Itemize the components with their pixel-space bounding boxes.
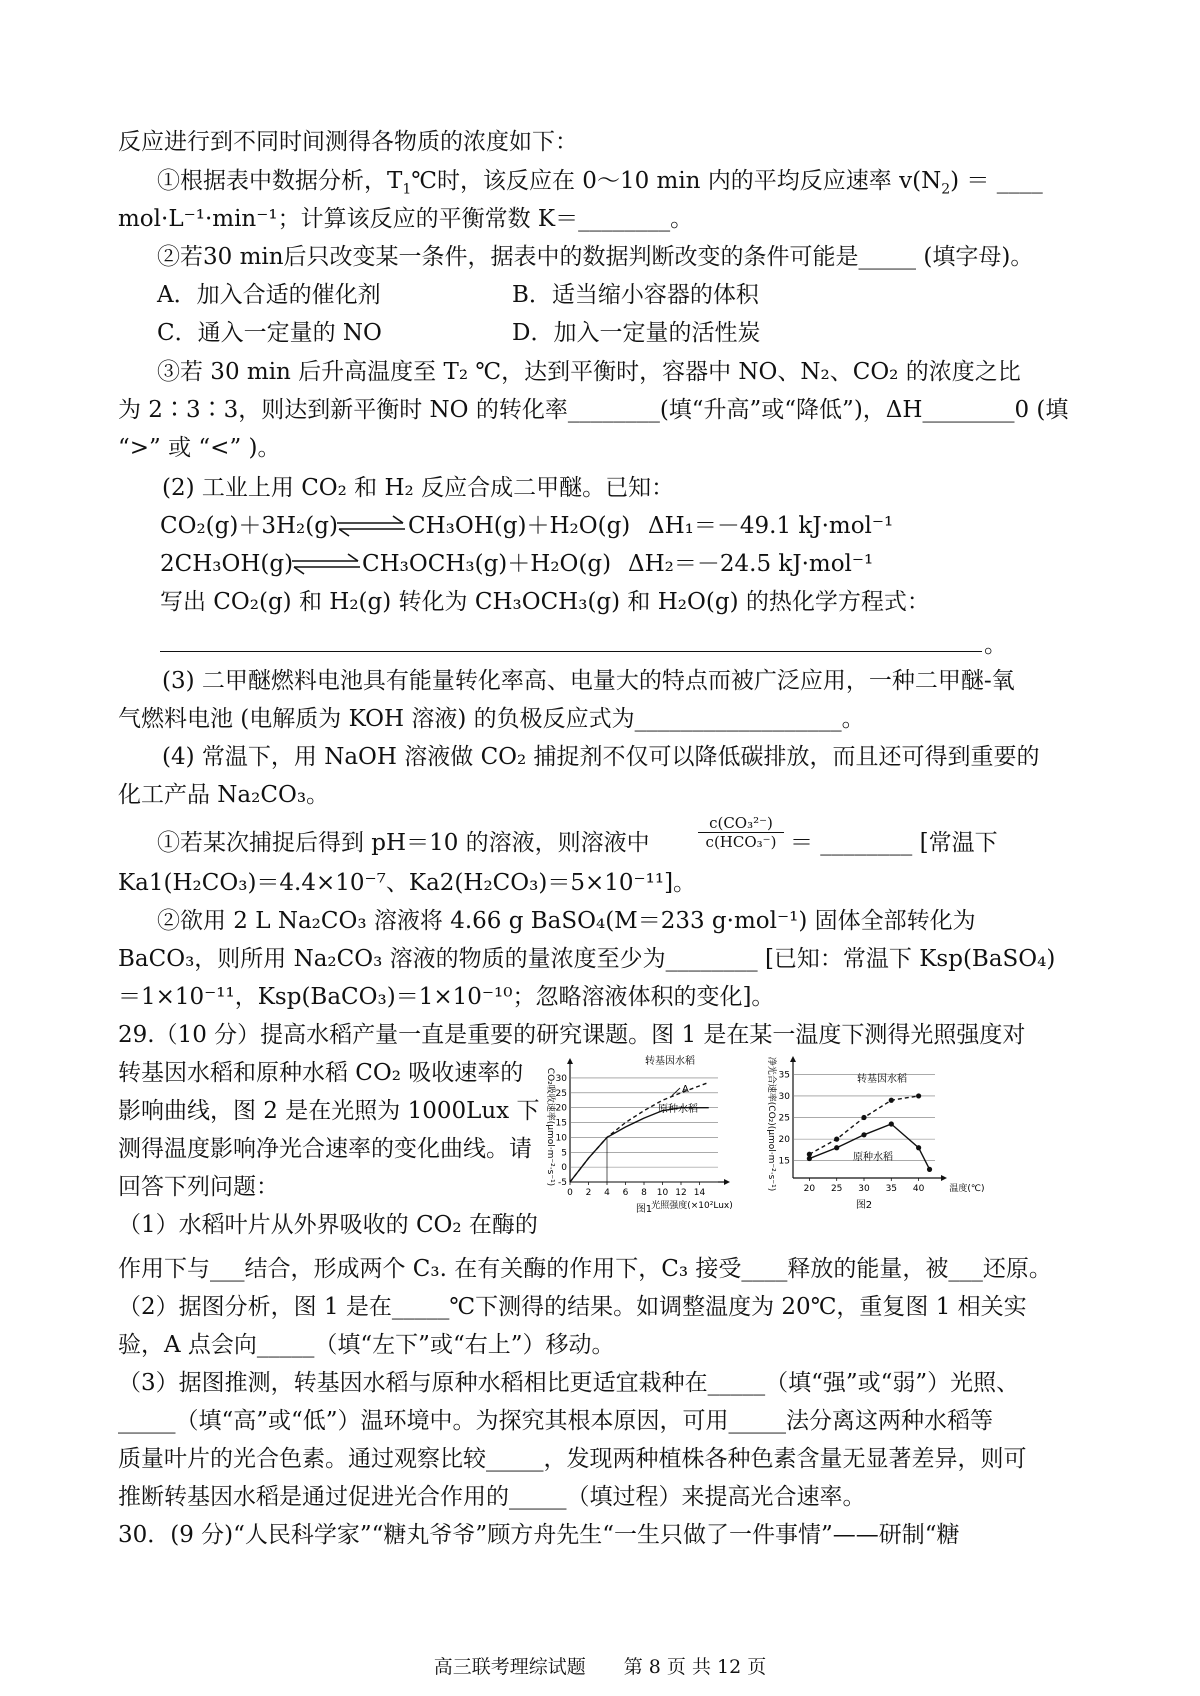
y-tick-label: -5 (558, 1178, 567, 1188)
q1-sub1-line-a: ①根据表中数据分析，$T_1℃$时，该反应在 0～10 min 内的平均反应速率 $v(N_2)$ ＝ ____ (157, 168, 1043, 198)
y-tick-label: 25 (555, 1088, 567, 1099)
y-axis-arrow-icon (567, 1058, 573, 1064)
y-tick-label: 0 (561, 1163, 567, 1174)
fraction-numerator: c(CO₃²⁻) (709, 814, 773, 832)
page-footer: 高三联考理综试题 第 8 页 共 12 页 (433, 1656, 767, 1678)
q1-sub3-b: 为 2∶3∶3，则达到新平衡时 NO 的转化率________(填“升高”或“降低”)，ΔH________0 (填 (118, 397, 1069, 423)
y-tick-label: 20 (778, 1135, 790, 1146)
q1-sub1-b: mol·L⁻¹·min⁻¹；计算该反应的平衡常数 K＝________。 (118, 206, 694, 232)
q29-line: 验，A 点会向_____（填“左下”或“右上”）移动。 (118, 1332, 615, 1358)
q4-line1: (4) 常温下，用 NaOH 溶液做 CO₂ 捕捉剂不仅可以降低碳排放，而且还可得到重要的 (162, 744, 1040, 770)
answer-blank-line (160, 651, 982, 652)
q1-sub2: ②若30 min后只改变某一条件，据表中的数据判断改变的条件可能是_____ (填字母)。 (157, 244, 1034, 270)
q29-line: （3）据图推测，转基因水稻与原种水稻相比更适宜栽种在_____（填“强”或“弱”）光照、 (118, 1370, 1020, 1396)
annotation-label: A (682, 1084, 689, 1095)
q29-line: 影响曲线，图 2 是在光照为 1000Lux 下 (118, 1098, 540, 1124)
x-tick-label: 0 (567, 1188, 573, 1198)
data-point (916, 1093, 921, 1098)
figure-1-chart (530, 1050, 750, 1230)
q29-line: 转基因水稻和原种水稻 CO₂ 吸收速率的 (118, 1060, 524, 1086)
series-label: 转基因水稻 (857, 1074, 907, 1085)
x-tick-label: 30 (858, 1184, 870, 1194)
q2-eq1-left: CO₂(g)＋3H₂(g) (160, 513, 338, 539)
x-tick-label: 40 (912, 1184, 925, 1194)
fraction (698, 814, 784, 851)
annotation-pointer (672, 1088, 680, 1096)
q29-line: 质量叶片的光合色素。通过观察比较_____，发现两种植株各种色素含量无显著差异，则可 (118, 1446, 1027, 1472)
q29-line: 测得温度影响净光合速率的变化曲线。请 (118, 1136, 532, 1162)
q4-sub1-a: ①若某次捕捉后得到 pH＝10 的溶液，则溶液中 (157, 830, 650, 856)
x-axis-label: 光照强度(×10²Lux) (651, 1201, 733, 1211)
q1-sub3-c: “>” 或 “<” )。 (118, 435, 281, 461)
data-point (889, 1121, 894, 1126)
q4-sub1-b: Ka1(H₂CO₃)＝4.4×10⁻⁷、Ka2(H₂CO₃)＝5×10⁻¹¹]。 (118, 870, 697, 896)
x-axis-arrow-icon (724, 1179, 730, 1185)
q29-line: 回答下列问题： (118, 1174, 279, 1200)
data-point (927, 1167, 932, 1172)
data-point (834, 1145, 839, 1150)
y-axis-label: 净光合速率(CO₂)(μmol·m⁻²·s⁻¹) (766, 1056, 776, 1192)
x-tick-label: 35 (885, 1184, 898, 1194)
q3-line1: (3) 二甲醚燃料电池具有能量转化率高、电量大的特点而被广泛应用，一种二甲醚-氧 (162, 668, 1015, 694)
series-line (809, 1096, 918, 1154)
q1-sub3-a: ③若 30 min 后升高温度至 T₂ ℃，达到平衡时，容器中 NO、N₂、CO₂ 的浓度之比 (157, 359, 1021, 385)
q2-ask: 写出 CO₂(g) 和 H₂(g) 转化为 CH₃OCH₃(g) 和 H₂O(g) 的热化学方程式： (160, 589, 930, 615)
q1-option-b: B．适当缩小容器的体积 (512, 282, 759, 308)
data-point (916, 1145, 921, 1150)
data-point (889, 1098, 894, 1103)
data-point (834, 1137, 839, 1142)
data-point (807, 1156, 812, 1161)
q2-eq2-dh: ΔH₂＝－24.5 kJ·mol⁻¹ (628, 551, 874, 577)
q29-line: _____（填“高”或“低”）温环境中。为探究其根本原因，可用_____法分离这两种水稻等 (118, 1408, 994, 1434)
equilibrium-arrow-icon (335, 514, 407, 538)
x-tick-label: 14 (693, 1188, 706, 1198)
x-axis-label: 温度(℃) (949, 1184, 985, 1194)
series-label: 原种水稻 (853, 1152, 893, 1163)
q3-line2: 气燃料电池 (电解质为 KOH 溶液) 的负极反应式为__________________。 (118, 706, 865, 732)
y-tick-label: 25 (778, 1113, 790, 1124)
q29-line: （2）据图分析，图 1 是在_____℃下测得的结果。如调整温度为 20℃，重复图 1 相关实 (118, 1294, 1027, 1320)
q29-line: 作用下与___结合，形成两个 C₃. 在有关酶的作用下，C₃ 接受____释放的能量，被___还原。 (118, 1256, 1052, 1282)
q1-sub1-a: ①根据表中数据分析，T (157, 168, 403, 194)
y-tick-label: 30 (555, 1073, 567, 1084)
figure-caption: 图1 (635, 1204, 653, 1215)
y-tick-label: 5 (561, 1148, 567, 1159)
q2-intro: (2) 工业上用 CO₂ 和 H₂ 反应合成二甲醚。已知： (162, 475, 675, 501)
x-tick-label: 25 (830, 1184, 843, 1194)
q2-eq2-right: CH₃OCH₃(g)＋H₂O(g) (362, 551, 612, 577)
q2-eq2-left: 2CH₃OH(g) (160, 551, 294, 577)
q4-sub2-c: ＝1×10⁻¹¹，Ksp(BaCO₃)＝1×10⁻¹⁰；忽略溶液体积的变化]。 (118, 984, 775, 1010)
q1-option-d: D．加入一定量的活性炭 (512, 320, 761, 346)
q4-sub2-b: BaCO₃，则所用 Na₂CO₃ 溶液的物质的量浓度至少为________ [已知：常温下 Ksp(BaSO₄) (118, 946, 1056, 972)
y-tick-label: 10 (555, 1133, 567, 1144)
q4-line2: 化工产品 Na₂CO₃。 (118, 782, 330, 808)
y-tick-label: 30 (778, 1091, 790, 1102)
x-tick-label: 8 (641, 1188, 647, 1198)
y-axis-arrow-icon (790, 1056, 796, 1062)
x-tick-label: 12 (675, 1188, 687, 1198)
data-point (861, 1115, 866, 1120)
q1-option-c: C．通入一定量的 NO (157, 320, 382, 346)
series-label: 原种水稻 (658, 1104, 698, 1115)
q4-sub2-a: ②欲用 2 L Na₂CO₃ 溶液将 4.66 g BaSO₄(M＝233 g·mol⁻¹) 固体全部转化为 (157, 908, 976, 934)
data-point (861, 1132, 866, 1137)
q4-sub1-a2: ＝ ________ [常温下 (790, 830, 998, 856)
intro-line: 反应进行到不同时间测得各物质的浓度如下： (118, 129, 578, 155)
y-tick-label: 15 (555, 1118, 567, 1129)
y-axis-label: CO₂吸收速率(μmol·m⁻²·s⁻¹) (545, 1067, 555, 1187)
q1-sub1-a2: ℃时，该反应在 0～10 min 内的平均反应速率 v(N (411, 168, 942, 194)
equilibrium-arrow-icon (290, 552, 362, 576)
q2-eq1-dh: ΔH₁＝－49.1 kJ·mol⁻¹ (648, 513, 894, 539)
x-tick-label: 10 (656, 1188, 669, 1198)
x-axis-arrow-icon (941, 1175, 947, 1181)
fraction-denominator: c(HCO₃⁻) (698, 832, 784, 851)
q1-sub1-a3: ) ＝ ____ (950, 168, 1043, 194)
q29-head: 29.（10 分）提高水稻产量一直是重要的研究课题。图 1 是在某一温度下测得光照强度对 (118, 1022, 1026, 1048)
q2-eq1-right: CH₃OH(g)＋H₂O(g) (408, 513, 631, 539)
q30-head: 30．(9 分)“人民科学家”“糖丸爷爷”顾方舟先生“一生只做了一件事情”——研制“糖 (118, 1522, 960, 1548)
y-tick-label: 35 (778, 1070, 790, 1081)
q1-option-a: A．加入合适的催化剂 (157, 282, 381, 308)
series-label: 转基因水稻 (645, 1056, 695, 1067)
series-line (570, 1108, 709, 1182)
x-tick-label: 6 (622, 1188, 629, 1198)
figure-2-chart (755, 1050, 995, 1230)
figure-caption: 图2 (855, 1200, 873, 1211)
y-tick-label: 15 (778, 1156, 790, 1167)
x-tick-label: 2 (585, 1188, 592, 1198)
q29-line: 推断转基因水稻是通过促进光合作用的_____（填过程）来提高光合速率。 (118, 1484, 866, 1510)
q29-line: （1）水稻叶片从外界吸收的 CO₂ 在酶的 (118, 1212, 538, 1238)
x-tick-label: 20 (803, 1184, 816, 1194)
q2-blank-end: 。 (984, 632, 1007, 658)
y-tick-label: 20 (555, 1103, 567, 1114)
x-tick-label: 4 (604, 1188, 610, 1198)
